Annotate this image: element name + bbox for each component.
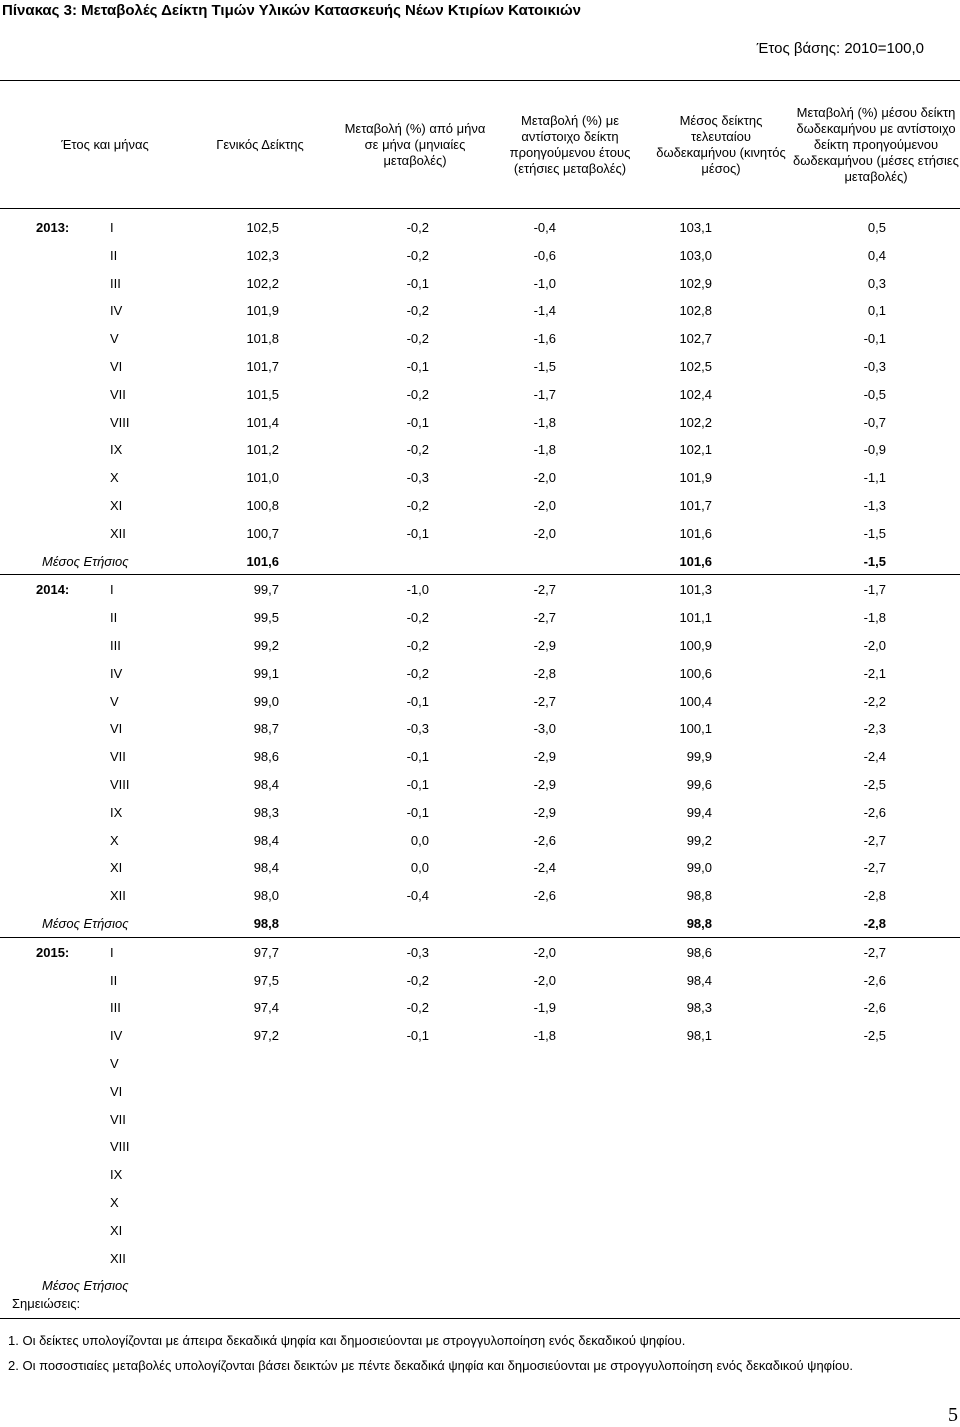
header-monthly-change: Μεταβολή (%) από μήνα σε μήνα (μηνιαίες μεταβολές) [344, 121, 486, 168]
month-label: IX [110, 1167, 123, 1183]
page-number: 5 [948, 1404, 958, 1426]
annual-change-cell: -0,4 [533, 220, 556, 235]
general-index-cell: 101,4 [246, 414, 279, 430]
annual-change-cell: -2,0 [533, 972, 556, 988]
monthly-change-cell: -0,1 [406, 359, 429, 374]
moving-average-cell: 98,4 [686, 972, 712, 988]
header-general-index: Γενικός Δείκτης [216, 137, 304, 152]
moving-average-cell: 99,9 [686, 749, 712, 765]
monthly-change-cell: -1,0 [406, 582, 429, 598]
month-label: X [110, 832, 119, 848]
header-moving-average: Μέσος δείκτης τελευταίου δωδεκαμήνου (κινητός μέσος) [656, 113, 786, 176]
monthly-change-cell: -0,2 [406, 665, 429, 681]
average-annual-change-cell: -2,7 [863, 944, 886, 960]
annual-average-change: -2,8 [863, 916, 886, 931]
general-index-cell: 98,4 [253, 832, 279, 848]
general-index-cell: 102,5 [246, 220, 279, 235]
month-label: I [110, 220, 114, 235]
general-index-cell: 101,8 [246, 331, 279, 347]
moving-average-cell: 100,6 [679, 665, 712, 681]
average-annual-change-cell: -1,5 [863, 525, 886, 541]
average-annual-change-cell: -2,3 [863, 721, 886, 737]
moving-average-cell: 101,7 [679, 498, 712, 513]
annual-change-cell: -2,9 [533, 638, 556, 653]
monthly-change-cell: -0,3 [406, 944, 429, 960]
month-label: III [110, 1000, 121, 1016]
moving-average-cell: 102,5 [679, 359, 712, 374]
notes-label: Σημειώσεις: [12, 1296, 81, 1311]
monthly-change-cell: -0,3 [406, 721, 429, 737]
month-label: XII [110, 1250, 126, 1266]
average-annual-change-cell: -2,4 [863, 749, 886, 765]
month-label: VI [110, 359, 123, 374]
month-label: VII [110, 749, 126, 765]
average-annual-change-cell: -1,8 [863, 610, 886, 626]
moving-average-cell: 102,7 [679, 331, 712, 347]
average-annual-change-cell: -0,7 [863, 414, 886, 430]
header-annual-change: Μεταβολή (%) με αντίστοιχο δείκτη προηγούμενου έτους (ετήσιες μεταβολές) [509, 113, 631, 176]
page-title: Πίνακας 3: Μεταβολές Δείκτη Τιμών Υλικών Κατασκευής Νέων Κτιρίων Κατοικιών [2, 2, 582, 19]
monthly-change-cell: -0,2 [406, 442, 429, 458]
moving-average-cell: 100,9 [679, 638, 712, 653]
annual-change-cell: -1,9 [533, 1000, 556, 1016]
moving-average-cell: 101,3 [679, 582, 712, 598]
average-annual-change-cell: -2,5 [863, 777, 886, 792]
annual-average-label: Μέσος Ετήσιος [42, 1278, 129, 1294]
monthly-change-cell: -0,2 [406, 610, 429, 626]
month-label: VII [110, 1111, 126, 1127]
year-label: 2015: [36, 944, 70, 960]
annual-change-cell: -1,5 [533, 359, 556, 374]
general-index-cell: 99,0 [253, 693, 279, 709]
average-annual-change-cell: -2,7 [863, 860, 886, 876]
general-index-cell: 101,2 [246, 442, 279, 458]
month-label: VI [110, 1083, 123, 1099]
annual-change-cell: -2,0 [533, 525, 556, 541]
annual-average-label: Μέσος Ετήσιος [42, 916, 129, 931]
moving-average-cell: 103,1 [679, 220, 712, 235]
general-index-cell: 98,4 [253, 860, 279, 876]
annual-change-cell: -1,7 [533, 386, 556, 402]
annual-change-cell: -1,6 [533, 331, 556, 347]
month-label: VI [110, 721, 123, 737]
month-label: III [110, 275, 121, 291]
year-separator [0, 574, 960, 575]
general-index-cell: 97,4 [253, 1000, 279, 1016]
annual-change-cell: -3,0 [533, 721, 556, 737]
general-index-cell: 98,0 [253, 888, 279, 904]
month-label: X [110, 1195, 119, 1210]
annual-change-cell: -2,9 [533, 749, 556, 765]
average-annual-change-cell: -2,5 [863, 1028, 886, 1044]
moving-average-cell: 98,1 [686, 1028, 712, 1044]
moving-average-cell: 100,1 [679, 721, 712, 737]
monthly-change-cell: -0,2 [406, 498, 429, 513]
general-index-cell: 101,9 [246, 303, 279, 319]
annual-change-cell: -2,0 [533, 470, 556, 486]
average-annual-change-cell: -2,6 [863, 804, 886, 820]
general-index-cell: 99,5 [253, 610, 279, 626]
month-label: I [110, 944, 114, 960]
annual-change-cell: -2,0 [533, 944, 556, 960]
header-average-annual-change: Μεταβολή (%) μέσου δείκτη δωδεκαμήνου με αντίστοιχο δείκτη προηγούμενου δωδεκαμήνου (μέσες ετήσιες μεταβολές) [793, 105, 959, 184]
year-separator [0, 937, 960, 938]
general-index-cell: 99,2 [253, 638, 279, 653]
general-index-cell: 97,5 [253, 972, 279, 988]
moving-average-cell: 102,4 [679, 386, 712, 402]
month-label: XI [110, 860, 123, 876]
monthly-change-cell: -0,2 [406, 972, 429, 988]
monthly-change-cell: -0,1 [406, 777, 429, 792]
monthly-change-cell: 0,0 [410, 860, 429, 876]
monthly-change-cell: -0,2 [406, 638, 429, 653]
moving-average-cell: 103,0 [679, 247, 712, 263]
moving-average-cell: 101,9 [679, 470, 712, 486]
monthly-change-cell: -0,2 [406, 331, 429, 347]
annual-change-cell: -0,6 [533, 247, 556, 263]
annual-change-cell: -2,9 [533, 777, 556, 792]
annual-change-cell: -2,4 [533, 860, 556, 876]
month-label: IV [110, 303, 123, 319]
annual-average-label: Μέσος Ετήσιος [42, 553, 129, 569]
month-label: II [110, 610, 118, 626]
moving-average-cell: 102,9 [679, 275, 712, 291]
moving-average-cell: 98,8 [686, 888, 712, 904]
month-label: IV [110, 665, 123, 681]
general-index-cell: 101,7 [246, 359, 279, 374]
month-label: VIII [110, 414, 130, 430]
moving-average-cell: 99,4 [686, 804, 712, 820]
annual-change-cell: -2,0 [533, 498, 556, 513]
month-label: II [110, 247, 118, 263]
base-year: Έτος βάσης: 2010=100,0 [756, 40, 924, 57]
average-annual-change-cell: 0,3 [867, 275, 886, 291]
monthly-change-cell: -0,2 [406, 247, 429, 263]
average-annual-change-cell: -0,5 [863, 386, 886, 402]
moving-average-cell: 99,2 [686, 832, 712, 848]
general-index-cell: 98,3 [253, 804, 279, 820]
moving-average-cell: 98,6 [686, 944, 712, 960]
general-index-cell: 97,2 [253, 1028, 279, 1044]
average-annual-change-cell: -1,7 [863, 582, 886, 598]
average-annual-change-cell: -1,3 [863, 498, 886, 513]
month-label: XII [110, 888, 126, 904]
annual-change-cell: -1,8 [533, 442, 556, 458]
moving-average-cell: 102,8 [679, 303, 712, 319]
monthly-change-cell: -0,4 [406, 888, 429, 904]
month-label: V [110, 331, 119, 347]
general-index-cell: 97,7 [253, 944, 279, 960]
monthly-change-cell: -0,1 [406, 749, 429, 765]
average-annual-change-cell: 0,1 [867, 303, 886, 319]
general-index-cell: 100,8 [246, 498, 279, 513]
moving-average-cell: 99,0 [686, 860, 712, 876]
month-label: XI [110, 498, 123, 513]
month-label: I [110, 582, 114, 598]
annual-change-cell: -1,0 [533, 275, 556, 291]
annual-change-cell: -2,6 [533, 888, 556, 904]
header-top-rule [0, 80, 960, 81]
monthly-change-cell: -0,1 [406, 1028, 429, 1044]
general-index-cell: 102,3 [246, 247, 279, 263]
month-label: V [110, 693, 119, 709]
annual-change-cell: -2,6 [533, 832, 556, 848]
monthly-change-cell: -0,1 [406, 414, 429, 430]
moving-average-cell: 101,6 [679, 525, 712, 541]
monthly-change-cell: -0,2 [406, 220, 429, 235]
general-index-cell: 101,5 [246, 386, 279, 402]
annual-moving-average: 101,6 [679, 553, 712, 569]
month-label: X [110, 470, 119, 486]
annual-moving-average: 98,8 [686, 916, 712, 931]
moving-average-cell: 102,1 [679, 442, 712, 458]
average-annual-change-cell: -0,9 [863, 442, 886, 458]
month-label: IV [110, 1028, 123, 1044]
general-index-cell: 101,0 [246, 470, 279, 486]
month-label: VIII [110, 777, 130, 792]
annual-change-cell: -1,8 [533, 414, 556, 430]
average-annual-change-cell: -2,7 [863, 832, 886, 848]
monthly-change-cell: -0,3 [406, 470, 429, 486]
general-index-cell: 99,1 [253, 665, 279, 681]
average-annual-change-cell: -2,6 [863, 972, 886, 988]
average-annual-change-cell: -0,1 [863, 331, 886, 347]
annual-general-index: 98,8 [253, 916, 279, 931]
general-index-cell: 98,4 [253, 777, 279, 792]
moving-average-cell: 102,2 [679, 414, 712, 430]
monthly-change-cell: -0,2 [406, 303, 429, 319]
annual-change-cell: -2,7 [533, 610, 556, 626]
month-label: II [110, 972, 118, 988]
general-index-cell: 98,6 [253, 749, 279, 765]
annual-change-cell: -2,7 [533, 582, 556, 598]
year-label: 2013: [36, 220, 70, 235]
month-label: V [110, 1056, 119, 1071]
average-annual-change-cell: -2,1 [863, 665, 886, 681]
general-index-cell: 102,2 [246, 275, 279, 291]
header-bottom-rule [0, 208, 960, 209]
monthly-change-cell: -0,1 [406, 693, 429, 709]
month-label: XII [110, 525, 126, 541]
average-annual-change-cell: 0,4 [867, 247, 886, 263]
average-annual-change-cell: -2,8 [863, 888, 886, 904]
annual-change-cell: -1,4 [533, 303, 556, 319]
note-2: 2. Οι ποσοστιαίες μεταβολές υπολογίζονται βάσει δεικτών με πέντε δεκαδικά ψηφία και δημοσιεύονται με στρογγυλοποίηση ενός δεκαδικού ψηφίου. [8, 1358, 853, 1373]
note-1: 1. Οι δείκτες υπολογίζονται με άπειρα δεκαδικά ψηφία και δημοσιεύονται με στρογγυλοποίηση ενός δεκαδικού ψηφίου. [8, 1333, 686, 1348]
average-annual-change-cell: 0,5 [867, 220, 886, 235]
monthly-change-cell: -0,1 [406, 525, 429, 541]
month-label: VII [110, 386, 126, 402]
monthly-change-cell: -0,2 [406, 1000, 429, 1016]
annual-average-change: -1,5 [863, 553, 886, 569]
moving-average-cell: 101,1 [679, 610, 712, 626]
moving-average-cell: 100,4 [679, 693, 712, 709]
annual-change-cell: -2,7 [533, 693, 556, 709]
average-annual-change-cell: -2,6 [863, 1000, 886, 1016]
monthly-change-cell: -0,1 [406, 804, 429, 820]
moving-average-cell: 99,6 [686, 777, 712, 792]
average-annual-change-cell: -2,0 [863, 638, 886, 653]
annual-change-cell: -2,9 [533, 804, 556, 820]
general-index-cell: 99,7 [253, 582, 279, 598]
month-label: VIII [110, 1139, 130, 1155]
year-label: 2014: [36, 582, 70, 598]
annual-change-cell: -2,8 [533, 665, 556, 681]
month-label: IX [110, 804, 123, 820]
header-year-month: Έτος και μήνας [61, 137, 149, 152]
notes-rule [0, 1318, 960, 1319]
monthly-change-cell: -0,1 [406, 275, 429, 291]
general-index-cell: 100,7 [246, 525, 279, 541]
general-index-cell: 98,7 [253, 721, 279, 737]
annual-change-cell: -1,8 [533, 1028, 556, 1044]
average-annual-change-cell: -0,3 [863, 359, 886, 374]
average-annual-change-cell: -2,2 [863, 693, 886, 709]
monthly-change-cell: -0,2 [406, 386, 429, 402]
month-label: IX [110, 442, 123, 458]
moving-average-cell: 98,3 [686, 1000, 712, 1016]
average-annual-change-cell: -1,1 [863, 470, 886, 486]
month-label: III [110, 638, 121, 653]
monthly-change-cell: 0,0 [410, 832, 429, 848]
month-label: XI [110, 1222, 123, 1238]
annual-general-index: 101,6 [246, 553, 279, 569]
